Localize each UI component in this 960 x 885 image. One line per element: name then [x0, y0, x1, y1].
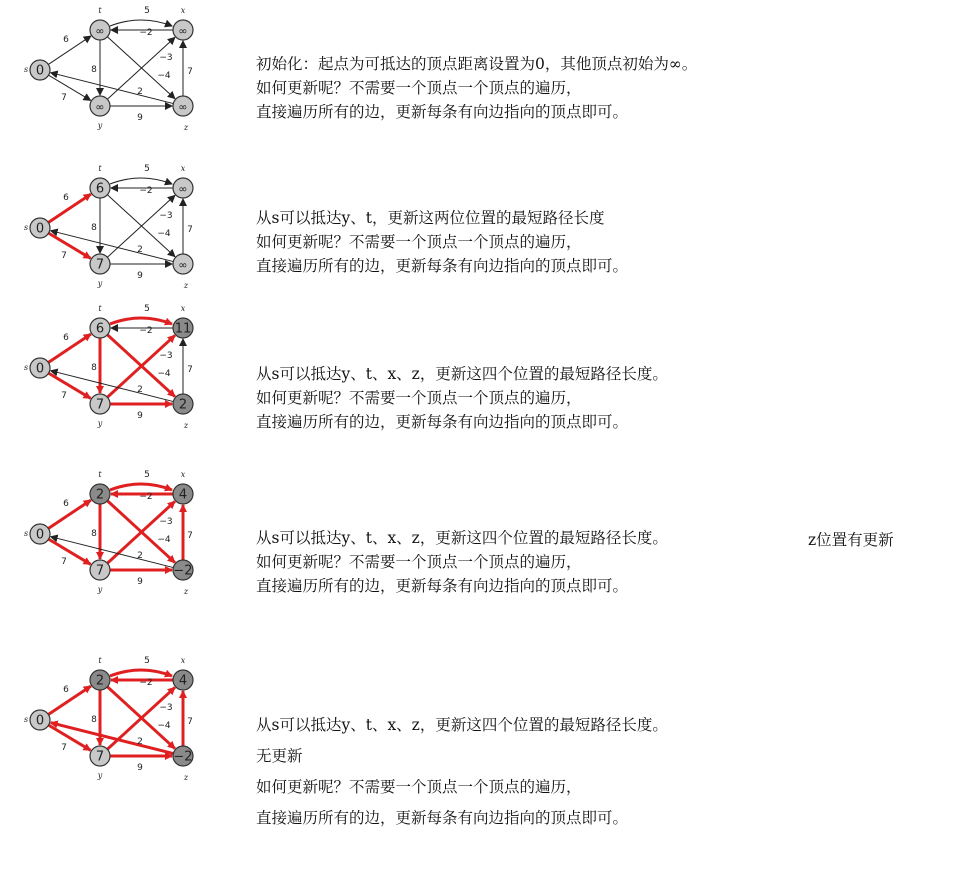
- edge-weight-label: 7: [61, 391, 67, 401]
- edge-weight-label: 7: [187, 717, 193, 727]
- edge-s-t: [48, 686, 91, 714]
- edge-s-t: [48, 36, 91, 64]
- edge-weight-label: 6: [63, 35, 69, 45]
- distance-s: 0: [35, 713, 45, 729]
- edge-weight-label: 7: [61, 93, 67, 103]
- edge-z-s: [51, 73, 174, 104]
- edge-weight-label: 5: [144, 304, 150, 314]
- vertex-label-s: s: [23, 529, 29, 538]
- edge-s-t: [48, 194, 91, 222]
- vertex-label-y: y: [97, 585, 103, 594]
- edge-weight-label: 7: [187, 67, 193, 77]
- description-step-3: [256, 362, 668, 434]
- edge-s-t: [48, 500, 91, 528]
- vertex-label-z: z: [183, 421, 189, 430]
- distance-y: 7: [95, 749, 105, 765]
- vertex-label-y: y: [97, 279, 103, 288]
- vertex-label-x: x: [180, 6, 186, 15]
- description-line: 如何更新呢？不需要一个顶点一个顶点的遍历，: [256, 79, 582, 97]
- vertex-label-s: s: [23, 363, 29, 372]
- vertex-label-y: y: [97, 771, 103, 780]
- edge-s-t: [48, 334, 91, 362]
- graph-step-3: [0, 300, 230, 430]
- edge-weight-label: 5: [144, 164, 150, 174]
- edge-weight-label: 9: [137, 113, 143, 123]
- description-line: 直接遍历所有的边，更新每条有向边指向的顶点即可。: [256, 103, 629, 121]
- distance-y: 7: [95, 397, 105, 413]
- edge-weight-label: −2: [139, 326, 153, 336]
- edge-weight-label: 8: [91, 65, 97, 75]
- distance-z: −2: [173, 563, 193, 579]
- graph-step-5: [0, 652, 230, 782]
- edge-weight-label: −3: [159, 53, 173, 63]
- edge-weight-label: 7: [187, 225, 193, 235]
- edge-weight-label: −2: [139, 492, 153, 502]
- vertex-label-t: t: [98, 656, 102, 665]
- description-line: 如何更新呢？不需要一个顶点一个顶点的遍历，: [256, 778, 582, 796]
- distance-z: ∞: [178, 100, 188, 114]
- description-line: 初始化：起点为可抵达的顶点距离设置为0，其他顶点初始为∞。: [256, 55, 698, 73]
- distance-z: ∞: [178, 258, 188, 272]
- vertex-label-s: s: [23, 223, 29, 232]
- description-line: 直接遍历所有的边，更新每条有向边指向的顶点即可。: [256, 577, 629, 595]
- vertex-label-x: x: [180, 470, 186, 479]
- distance-t: 2: [95, 673, 105, 689]
- graph-step-1: [0, 2, 230, 132]
- edge-weight-label: 5: [144, 656, 150, 666]
- vertex-label-z: z: [183, 123, 189, 132]
- graph-svg-step-1: [0, 2, 230, 132]
- edge-weight-label: 7: [61, 743, 67, 753]
- edge-weight-label: −3: [159, 517, 173, 527]
- description-line: 如何更新呢？不需要一个顶点一个顶点的遍历，: [256, 553, 582, 571]
- description-line: 如何更新呢？不需要一个顶点一个顶点的遍历，: [256, 233, 582, 251]
- update-note: z位置有更新: [808, 531, 894, 549]
- edge-s-y: [49, 373, 91, 398]
- distance-x: ∞: [178, 182, 188, 196]
- edge-weight-label: −4: [157, 721, 171, 731]
- distance-t: 2: [95, 487, 105, 503]
- edge-weight-label: 7: [187, 365, 193, 375]
- edge-weight-label: −4: [157, 369, 171, 379]
- vertex-label-s: s: [23, 65, 29, 74]
- edge-weight-label: −3: [159, 703, 173, 713]
- edge-weight-label: 9: [137, 763, 143, 773]
- edge-weight-label: 7: [61, 251, 67, 261]
- vertex-label-x: x: [180, 304, 186, 313]
- distance-x: 4: [178, 673, 188, 689]
- edge-weight-label: −2: [139, 186, 153, 196]
- edge-weight-label: −3: [159, 211, 173, 221]
- edge-s-y: [49, 75, 91, 100]
- distance-x: ∞: [178, 24, 188, 38]
- edge-weight-label: −2: [139, 28, 153, 38]
- distance-x: 11: [174, 321, 192, 337]
- edge-weight-label: −4: [157, 71, 171, 81]
- distance-s: 0: [35, 63, 45, 79]
- distance-y: 7: [95, 563, 105, 579]
- edge-weight-label: 6: [63, 499, 69, 509]
- edge-t-x: [110, 484, 172, 490]
- edge-weight-label: 6: [63, 685, 69, 695]
- edge-weight-label: 2: [137, 245, 143, 255]
- edge-weight-label: −2: [139, 678, 153, 688]
- edge-weight-label: 2: [137, 737, 143, 747]
- graph-svg-step-4: [0, 466, 230, 596]
- edge-t-x: [110, 318, 172, 324]
- vertex-label-z: z: [183, 281, 189, 290]
- vertex-label-t: t: [98, 6, 102, 15]
- distance-y: ∞: [95, 100, 105, 114]
- graph-step-4: [0, 466, 230, 596]
- description-line: 从s可以抵达y、t，更新这两位位置的最短路径长度: [256, 209, 605, 227]
- edge-weight-label: 6: [63, 193, 69, 203]
- vertex-label-z: z: [183, 773, 189, 782]
- edge-weight-label: 7: [61, 557, 67, 567]
- edge-weight-label: 2: [137, 385, 143, 395]
- description-step-2: [256, 206, 628, 278]
- distance-t: 6: [95, 181, 105, 197]
- distance-z: 2: [178, 397, 188, 413]
- description-line: 直接遍历所有的边，更新每条有向边指向的顶点即可。: [256, 809, 629, 827]
- edge-weight-label: 5: [144, 6, 150, 16]
- distance-s: 0: [35, 221, 45, 237]
- description-line: 无更新: [256, 747, 303, 765]
- vertex-label-x: x: [180, 164, 186, 173]
- edge-weight-label: −3: [159, 351, 173, 361]
- graph-svg-step-5: [0, 652, 230, 782]
- edge-t-x: [110, 178, 172, 184]
- distance-x: 4: [178, 487, 188, 503]
- description-line: 从s可以抵达y、t、x、z，更新这四个位置的最短路径长度。: [256, 716, 668, 734]
- distance-t: ∞: [95, 24, 105, 38]
- edge-weight-label: 8: [91, 715, 97, 725]
- description-step-4: [256, 526, 668, 598]
- description-line: 从s可以抵达y、t、x、z，更新这四个位置的最短路径长度。: [256, 365, 668, 383]
- edge-weight-label: 9: [137, 411, 143, 421]
- distance-s: 0: [35, 527, 45, 543]
- distance-t: 6: [95, 321, 105, 337]
- edge-s-y: [49, 233, 91, 258]
- edge-weight-label: 8: [91, 363, 97, 373]
- distance-s: 0: [35, 361, 45, 377]
- vertex-label-z: z: [183, 587, 189, 596]
- vertex-label-t: t: [98, 304, 102, 313]
- vertex-label-y: y: [97, 419, 103, 428]
- description-line: 直接遍历所有的边，更新每条有向边指向的顶点即可。: [256, 413, 629, 431]
- description-line: 直接遍历所有的边，更新每条有向边指向的顶点即可。: [256, 257, 629, 275]
- distance-y: 7: [95, 257, 105, 273]
- vertex-label-s: s: [23, 715, 29, 724]
- graph-svg-step-2: [0, 160, 230, 290]
- edge-t-x: [110, 20, 172, 26]
- description-line: 如何更新呢？不需要一个顶点一个顶点的遍历，: [256, 389, 582, 407]
- graph-svg-step-3: [0, 300, 230, 430]
- vertex-label-x: x: [180, 656, 186, 665]
- edge-weight-label: 8: [91, 223, 97, 233]
- edge-weight-label: 9: [137, 577, 143, 587]
- vertex-label-y: y: [97, 121, 103, 130]
- edge-weight-label: 2: [137, 551, 143, 561]
- vertex-label-t: t: [98, 470, 102, 479]
- edge-weight-label: 5: [144, 470, 150, 480]
- description-step-1: [256, 52, 697, 124]
- edge-weight-label: 7: [187, 531, 193, 541]
- graph-step-2: [0, 160, 230, 290]
- description-line: 从s可以抵达y、t、x、z，更新这四个位置的最短路径长度。: [256, 529, 668, 547]
- edge-weight-label: 6: [63, 333, 69, 343]
- description-step-5: [256, 710, 668, 834]
- edge-s-y: [49, 539, 91, 564]
- edge-weight-label: 9: [137, 271, 143, 281]
- edge-t-x: [110, 670, 172, 676]
- edge-weight-label: 2: [137, 87, 143, 97]
- vertex-label-t: t: [98, 164, 102, 173]
- edge-weight-label: −4: [157, 535, 171, 545]
- edge-weight-label: 8: [91, 529, 97, 539]
- edge-weight-label: −4: [157, 229, 171, 239]
- distance-z: −2: [173, 749, 193, 765]
